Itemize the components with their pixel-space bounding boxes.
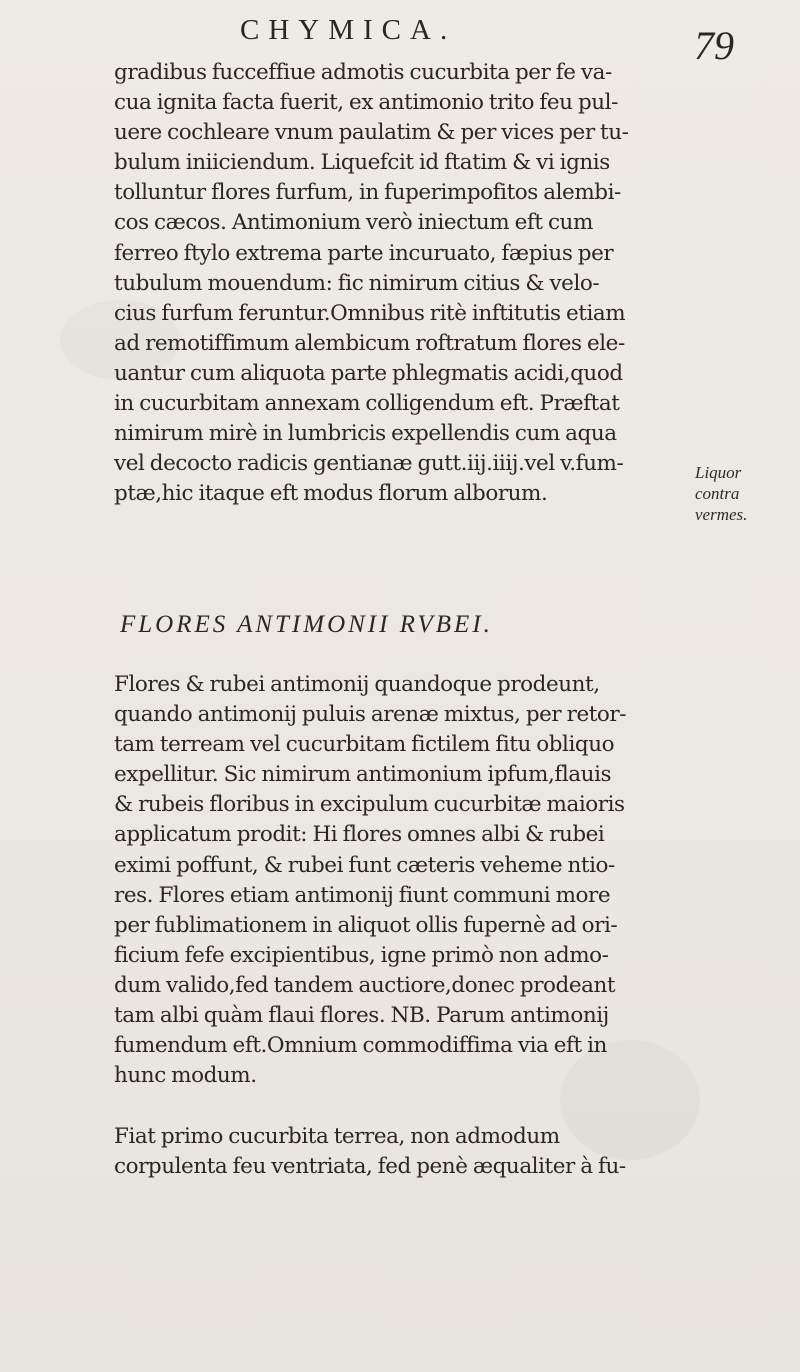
text-line: uantur cum aliquota parte phlegmatis acidi,quod <box>114 360 623 386</box>
text-line: ficium fefe excipientibus, igne primò non admo- <box>114 942 609 968</box>
marginal-note-line: Liquor <box>695 463 742 482</box>
text-line: in cucurbitam annexam colligendum eft. Præftat <box>114 391 620 417</box>
paragraph-1 <box>114 58 674 509</box>
text-line: bulum iniiciendum. Liquefcit id ftatim & vi ignis <box>114 150 610 176</box>
text-line: tolluntur flores furfum, in fuperimpofitos alembi- <box>114 180 621 206</box>
text-line: res. Flores etiam antimonij fiunt communi more <box>114 882 611 908</box>
text-line: expellitur. Sic nimirum antimonium ipfum,flauis <box>114 762 612 788</box>
text-line: tubulum mouendum: fic nimirum citius & velo- <box>114 270 600 296</box>
text-line: uere cochleare vnum paulatim & per vices per tu- <box>114 120 629 146</box>
marginal-note-line: vermes. <box>695 505 748 524</box>
text-line: cos cæcos. Antimonium verò iniectum eft cum <box>114 210 593 236</box>
text-line: ferreo ftylo extrema parte incuruato, fæpius per <box>114 240 614 266</box>
text-line: dum valido,fed tandem auctiore,donec prodeant <box>114 972 616 998</box>
text-line: ptæ,hic itaque eft modus florum alborum. <box>114 481 548 507</box>
text-line: quando antimonij puluis arenæ mixtus, per retor- <box>114 702 627 728</box>
page-number: 79 <box>694 23 734 68</box>
text-line: fumendum eft.Omnium commodiffima via eft in <box>114 1033 607 1059</box>
text-line: tam albi quàm flaui flores. NB. Parum antimonij <box>114 1003 609 1029</box>
text-line: & rubeis floribus in excipulum cucurbitæ maioris <box>114 792 625 818</box>
text-line: hunc modum. <box>114 1063 257 1089</box>
text-line: eximi poffunt, & rubei funt cæteris veheme ntio- <box>114 852 615 878</box>
text-line: Fiat primo cucurbita terrea, non admodum <box>114 1124 560 1149</box>
text-line: ad remotiffimum alembicum roftratum flores ele- <box>114 330 625 356</box>
paragraph-2 <box>114 670 674 1091</box>
section-heading: FLORES ANTIMONII RVBEI. <box>120 611 493 638</box>
text-line: corpulenta feu ventriata, fed penè æqualiter à fu- <box>114 1154 626 1180</box>
marginal-note <box>695 462 747 525</box>
text-line: gradibus fucceffiue admotis cucurbita per fe va- <box>114 60 612 85</box>
running-head: CHYMICA. <box>240 14 457 46</box>
text-line: cius furfum feruntur.Omnibus ritè inftitutis etiam <box>114 300 626 326</box>
text-line: Flores & rubei antimonij quandoque prodeunt, <box>114 672 600 697</box>
marginal-note-line: contra <box>695 484 740 503</box>
paragraph-3 <box>114 1122 674 1182</box>
text-line: tam terream vel cucurbitam fictilem fitu obliquo <box>114 732 615 758</box>
text-line: cua ignita facta fuerit, ex antimonio trito feu pul- <box>114 90 618 116</box>
text-line: vel decocto radicis gentianæ gutt.iij.iiij.vel v.fum- <box>114 451 624 477</box>
text-line: applicatum prodit: Hi flores omnes albi & rubei <box>114 822 605 848</box>
text-line: nimirum mirè in lumbricis expellendis cum aqua <box>114 421 617 447</box>
text-line: per fublimationem in aliquot ollis fupernè ad ori- <box>114 912 618 938</box>
